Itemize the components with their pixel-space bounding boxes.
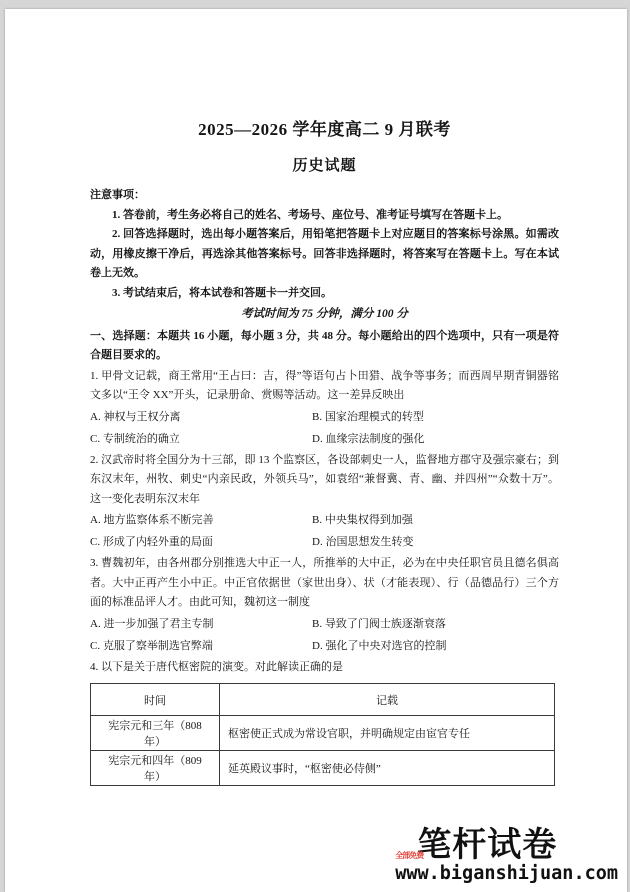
table-row bbox=[91, 716, 555, 751]
table-cell-record-1: 枢密使正式成为常设官职，并明确规定由宦官专任 bbox=[220, 716, 555, 751]
question-1-options bbox=[90, 406, 559, 450]
notice-item-2: 2. 回答选择题时，选出每小题答案后，用铅笔把答题卡上对应题目的答案标号涂黑。如需改动，用橡皮擦干净后，再选涂其他答案标号。回答非选择题时，将答案写在答题卡上。写在本试卷上无效。 bbox=[90, 228, 559, 279]
table-cell-record-2: 延英殿议事时，“枢密使必侍侧” bbox=[220, 751, 555, 786]
watermark-free-badge: 全部免费 bbox=[395, 851, 424, 860]
question-3-option-b: B. 导致了门阀士族逐渐衰落 bbox=[312, 617, 446, 630]
question-1-option-d: D. 血缘宗法制度的强化 bbox=[312, 432, 425, 445]
table-cell-time-1: 宪宗元和三年（808 年） bbox=[91, 716, 220, 751]
question-2-option-d: D. 治国思想发生转变 bbox=[312, 536, 414, 548]
question-2-stem: 2. 汉武帝时将全国分为十三部，即 13 个监察区，各设部刺史一人，监督地方郡守及强宗豪右；到东汉末年，州牧、刺史“内亲民政，外领兵马”，如袁绍“兼督冀、青、幽、并四州”“众数十万”。这一变化表明东汉末年 bbox=[90, 453, 559, 505]
question-1-option-c: C. 专制统治的确立 bbox=[90, 432, 180, 445]
pdf-page bbox=[5, 9, 627, 892]
notice-heading: 注意事项： bbox=[90, 189, 145, 201]
table-cell-time-2: 宪宗元和四年（809 年） bbox=[91, 751, 220, 786]
question-3-option-a: A. 进一步加强了君主专制 bbox=[90, 617, 214, 630]
question-1-option-a: A. 神权与王权分离 bbox=[90, 410, 181, 423]
question-2-options bbox=[90, 509, 559, 553]
question-1-stem: 1. 甲骨文记载，商王常用“王占曰：吉，得”等语句占卜田猎、战争等事务；而西周早期青铜器铭文多以“王令 XX”开头，记录册命、赏赐等活动。这一差异反映出 bbox=[90, 369, 559, 401]
question-3-stem: 3. 曹魏初年，由各州郡分别推选大中正一人，所推举的大中正，必为在中央任职官员且德名俱高者。大中正再产生小中正。中正官依据世（家世出身）、状（才能表现）、行（品德品行）三个方面的标准品评人才。由此可知，魏初这一制度 bbox=[90, 557, 559, 608]
section-heading: 一、选择题：本题共 16 小题，每小题 3 分，共 48 分。每小题给出的四个选项中，只有一项是符合题目要求的。 bbox=[90, 329, 559, 361]
question-2-option-c: C. 形成了内轻外重的局面 bbox=[90, 536, 213, 548]
notice-item-1: 1. 答卷前，考生务必将自己的姓名、考场号、座位号、准考证号填写在答题卡上。 bbox=[112, 208, 508, 221]
question-3-options bbox=[90, 613, 559, 657]
exam-subject: 历史试题 bbox=[292, 158, 357, 174]
notice-item-3: 3. 考试结束后，将本试卷和答题卡一并交回。 bbox=[112, 286, 332, 299]
table-header-time: 时间 bbox=[91, 684, 220, 716]
question-2-option-b: B. 中央集权得到加强 bbox=[312, 514, 413, 526]
watermark-url: www.biganshijuan.com bbox=[395, 863, 618, 884]
question-3-option-c: C. 克服了察举制选官弊端 bbox=[90, 639, 213, 652]
question-3-option-d: D. 强化了中央对选官的控制 bbox=[312, 639, 447, 652]
question-2-option-a: A. 地方监察体系不断完善 bbox=[90, 514, 214, 526]
table-header-record: 记载 bbox=[220, 684, 555, 716]
table-header-row bbox=[91, 684, 555, 716]
exam-title: 2025—2026 学年度高二 9 月联考 bbox=[198, 120, 451, 139]
question-1-option-b: B. 国家治理模式的转型 bbox=[312, 410, 424, 423]
question-4-stem: 4. 以下是关于唐代枢密院的演变。对此解读正确的是 bbox=[90, 660, 343, 673]
question-4-table bbox=[90, 683, 555, 786]
watermark-brand: 笔杆试卷 bbox=[417, 825, 558, 865]
site-watermark bbox=[395, 827, 618, 884]
exam-duration-note: 考试时间为 75 分钟，满分 100 分 bbox=[241, 308, 408, 320]
table-row bbox=[91, 751, 555, 786]
